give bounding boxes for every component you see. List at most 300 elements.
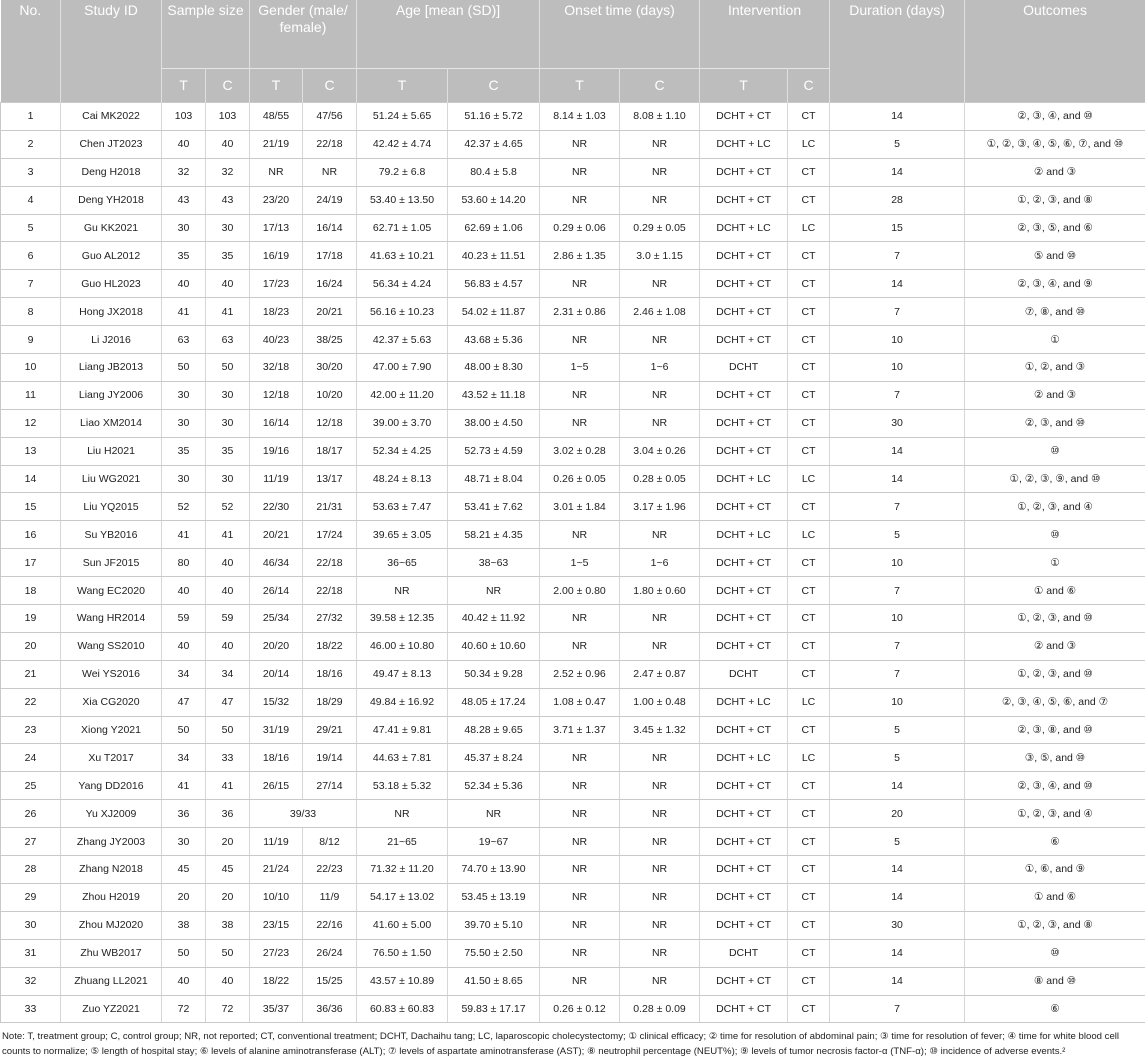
cell-onset-c: NR bbox=[620, 883, 700, 911]
cell-gender-c: 47/56 bbox=[303, 103, 357, 131]
cell-age-t: 42.37 ± 5.63 bbox=[357, 326, 448, 354]
cell-sample-t: 52 bbox=[162, 493, 206, 521]
cell-no: 26 bbox=[1, 800, 61, 828]
cell-age-t: 44.63 ± 7.81 bbox=[357, 744, 448, 772]
cell-study-id: Yang DD2016 bbox=[61, 772, 162, 800]
cell-age-c: 75.50 ± 2.50 bbox=[448, 939, 540, 967]
cell-sample-c: 41 bbox=[206, 521, 250, 549]
header-outcomes: Outcomes bbox=[965, 0, 1145, 103]
cell-intervention-t: DCHT bbox=[700, 660, 788, 688]
cell-onset-c: NR bbox=[620, 381, 700, 409]
table-row bbox=[1, 465, 1145, 493]
cell-onset-c: NR bbox=[620, 521, 700, 549]
cell-no: 8 bbox=[1, 298, 61, 326]
cell-age-t: 39.00 ± 3.70 bbox=[357, 409, 448, 437]
cell-gender-t: 32/18 bbox=[250, 354, 303, 382]
cell-duration: 14 bbox=[830, 967, 965, 995]
cell-no: 32 bbox=[1, 967, 61, 995]
cell-gender-t: 35/37 bbox=[250, 995, 303, 1023]
cell-gender-c: 16/24 bbox=[303, 270, 357, 298]
cell-gender-t: 25/34 bbox=[250, 605, 303, 633]
cell-intervention-t: DCHT + CT bbox=[700, 577, 788, 605]
cell-age-t: 62.71 ± 1.05 bbox=[357, 214, 448, 242]
cell-no: 29 bbox=[1, 883, 61, 911]
cell-onset-t: NR bbox=[540, 856, 620, 884]
cell-intervention-c: CT bbox=[788, 493, 830, 521]
cell-no: 7 bbox=[1, 270, 61, 298]
table-row bbox=[1, 605, 1145, 633]
cell-sample-c: 63 bbox=[206, 326, 250, 354]
cell-sample-c: 34 bbox=[206, 660, 250, 688]
cell-age-c: 48.05 ± 17.24 bbox=[448, 688, 540, 716]
cell-onset-t: NR bbox=[540, 800, 620, 828]
cell-gender-c: 22/16 bbox=[303, 911, 357, 939]
cell-age-t: 53.63 ± 7.47 bbox=[357, 493, 448, 521]
cell-study-id: Li J2016 bbox=[61, 326, 162, 354]
cell-study-id: Xia CG2020 bbox=[61, 688, 162, 716]
cell-sample-c: 103 bbox=[206, 103, 250, 131]
cell-intervention-c: CT bbox=[788, 967, 830, 995]
cell-no: 5 bbox=[1, 214, 61, 242]
cell-onset-c: 1~6 bbox=[620, 549, 700, 577]
cell-onset-t: NR bbox=[540, 186, 620, 214]
cell-onset-c: NR bbox=[620, 967, 700, 995]
table-row bbox=[1, 549, 1145, 577]
cell-study-id: Liao XM2014 bbox=[61, 409, 162, 437]
cell-gender-t: 16/14 bbox=[250, 409, 303, 437]
cell-outcomes: ① and ⑥ bbox=[965, 883, 1145, 911]
cell-outcomes: ② and ③ bbox=[965, 632, 1145, 660]
subheader-c: C bbox=[620, 69, 700, 103]
cell-study-id: Xiong Y2021 bbox=[61, 716, 162, 744]
cell-onset-t: 3.71 ± 1.37 bbox=[540, 716, 620, 744]
cell-outcomes: ②, ③, and ⑩ bbox=[965, 409, 1145, 437]
cell-sample-t: 35 bbox=[162, 242, 206, 270]
cell-no: 2 bbox=[1, 130, 61, 158]
cell-gender-c: 8/12 bbox=[303, 828, 357, 856]
cell-intervention-c: CT bbox=[788, 437, 830, 465]
cell-intervention-c: CT bbox=[788, 186, 830, 214]
cell-duration: 5 bbox=[830, 828, 965, 856]
cell-gender-c: 29/21 bbox=[303, 716, 357, 744]
cell-gender-c: 27/32 bbox=[303, 605, 357, 633]
cell-sample-t: 41 bbox=[162, 772, 206, 800]
header-gender: Gender (male/ female) bbox=[250, 0, 357, 69]
cell-age-t: 71.32 ± 11.20 bbox=[357, 856, 448, 884]
cell-duration: 10 bbox=[830, 354, 965, 382]
cell-no: 16 bbox=[1, 521, 61, 549]
cell-intervention-t: DCHT + LC bbox=[700, 465, 788, 493]
cell-intervention-c: CT bbox=[788, 270, 830, 298]
cell-gender-c: 22/18 bbox=[303, 130, 357, 158]
cell-gender-t: 16/19 bbox=[250, 242, 303, 270]
table-row bbox=[1, 911, 1145, 939]
cell-duration: 14 bbox=[830, 939, 965, 967]
cell-no: 27 bbox=[1, 828, 61, 856]
cell-sample-c: 47 bbox=[206, 688, 250, 716]
cell-intervention-t: DCHT + CT bbox=[700, 103, 788, 131]
cell-onset-t: NR bbox=[540, 158, 620, 186]
cell-outcomes: ⑧ and ⑩ bbox=[965, 967, 1145, 995]
cell-onset-c: 2.46 ± 1.08 bbox=[620, 298, 700, 326]
cell-sample-c: 30 bbox=[206, 214, 250, 242]
cell-onset-t: NR bbox=[540, 632, 620, 660]
cell-sample-c: 72 bbox=[206, 995, 250, 1023]
cell-sample-t: 50 bbox=[162, 716, 206, 744]
cell-intervention-c: CT bbox=[788, 660, 830, 688]
cell-gender-t: 46/34 bbox=[250, 549, 303, 577]
cell-study-id: Liang JB2013 bbox=[61, 354, 162, 382]
cell-sample-t: 41 bbox=[162, 298, 206, 326]
cell-onset-t: 3.01 ± 1.84 bbox=[540, 493, 620, 521]
cell-outcomes: ⑥ bbox=[965, 828, 1145, 856]
subheader-t: T bbox=[250, 69, 303, 103]
cell-intervention-t: DCHT + LC bbox=[700, 688, 788, 716]
cell-no: 21 bbox=[1, 660, 61, 688]
cell-intervention-c: LC bbox=[788, 214, 830, 242]
cell-age-t: 21~65 bbox=[357, 828, 448, 856]
cell-gender-c: 18/22 bbox=[303, 632, 357, 660]
table-footnote: Note: T, treatment group; C, control group; NR, not reported; CT, conventional treatment; DCHT, Dachaihu tang; LC, laparoscopic cholecystectomy; ① clinical efficacy; ② time for resolution of abdominal pain; ③ time for resolution of fever; ④ time for white blood cell counts to normalize; ⑤ length of hospital stay; ⑥ levels of alanine aminotransferase (ALT); ⑦ levels of aspartate aminotransferase (AST); ⑧ neutrophil percentage (NEUT%); ⑨ levels of tumor necrosis factor-α (TNF-α); ⑩ incidence of adverse events.² bbox=[0, 1023, 1145, 1059]
cell-onset-c: 0.29 ± 0.05 bbox=[620, 214, 700, 242]
cell-age-t: 52.34 ± 4.25 bbox=[357, 437, 448, 465]
cell-no: 19 bbox=[1, 605, 61, 633]
cell-duration: 15 bbox=[830, 214, 965, 242]
cell-onset-t: 0.26 ± 0.12 bbox=[540, 995, 620, 1023]
cell-sample-c: 30 bbox=[206, 409, 250, 437]
cell-duration: 5 bbox=[830, 744, 965, 772]
cell-gender-c: 27/14 bbox=[303, 772, 357, 800]
cell-age-t: 39.65 ± 3.05 bbox=[357, 521, 448, 549]
cell-onset-c: 3.0 ± 1.15 bbox=[620, 242, 700, 270]
cell-outcomes: ①, ②, and ③ bbox=[965, 354, 1145, 382]
cell-age-c: NR bbox=[448, 800, 540, 828]
cell-outcomes: ①, ⑥, and ⑨ bbox=[965, 856, 1145, 884]
cell-outcomes: ③, ⑤, and ⑩ bbox=[965, 744, 1145, 772]
cell-intervention-c: CT bbox=[788, 883, 830, 911]
cell-outcomes: ②, ③, ⑧, and ⑩ bbox=[965, 716, 1145, 744]
cell-duration: 5 bbox=[830, 716, 965, 744]
cell-sample-c: 52 bbox=[206, 493, 250, 521]
cell-intervention-c: LC bbox=[788, 130, 830, 158]
cell-intervention-t: DCHT bbox=[700, 354, 788, 382]
cell-sample-t: 59 bbox=[162, 605, 206, 633]
cell-study-id: Cai MK2022 bbox=[61, 103, 162, 131]
cell-age-t: 49.84 ± 16.92 bbox=[357, 688, 448, 716]
cell-onset-c: 1.80 ± 0.60 bbox=[620, 577, 700, 605]
cell-gender-t: 17/13 bbox=[250, 214, 303, 242]
table-row bbox=[1, 660, 1145, 688]
cell-onset-t: 2.31 ± 0.86 bbox=[540, 298, 620, 326]
cell-study-id: Yu XJ2009 bbox=[61, 800, 162, 828]
cell-sample-t: 72 bbox=[162, 995, 206, 1023]
cell-sample-t: 30 bbox=[162, 828, 206, 856]
cell-age-t: 53.18 ± 5.32 bbox=[357, 772, 448, 800]
cell-onset-c: NR bbox=[620, 270, 700, 298]
cell-gender-t: 20/20 bbox=[250, 632, 303, 660]
table-body bbox=[1, 103, 1145, 1023]
cell-duration: 14 bbox=[830, 437, 965, 465]
table-row bbox=[1, 744, 1145, 772]
cell-intervention-c: CT bbox=[788, 939, 830, 967]
cell-outcomes: ①, ②, ③, and ④ bbox=[965, 493, 1145, 521]
cell-duration: 10 bbox=[830, 688, 965, 716]
cell-gender-t: 11/19 bbox=[250, 465, 303, 493]
cell-age-c: 53.41 ± 7.62 bbox=[448, 493, 540, 521]
table-row bbox=[1, 409, 1145, 437]
cell-gender-t: 40/23 bbox=[250, 326, 303, 354]
cell-study-id: Gu KK2021 bbox=[61, 214, 162, 242]
cell-sample-c: 38 bbox=[206, 911, 250, 939]
cell-intervention-c: CT bbox=[788, 772, 830, 800]
cell-gender-c: 19/14 bbox=[303, 744, 357, 772]
cell-study-id: Deng YH2018 bbox=[61, 186, 162, 214]
cell-gender-c: 17/24 bbox=[303, 521, 357, 549]
cell-onset-c: NR bbox=[620, 772, 700, 800]
cell-intervention-t: DCHT + CT bbox=[700, 242, 788, 270]
cell-duration: 14 bbox=[830, 883, 965, 911]
cell-sample-t: 35 bbox=[162, 437, 206, 465]
cell-age-c: 50.34 ± 9.28 bbox=[448, 660, 540, 688]
table-row bbox=[1, 242, 1145, 270]
cell-no: 22 bbox=[1, 688, 61, 716]
cell-no: 30 bbox=[1, 911, 61, 939]
cell-gender-c: 10/20 bbox=[303, 381, 357, 409]
cell-no: 18 bbox=[1, 577, 61, 605]
cell-gender-t: 26/14 bbox=[250, 577, 303, 605]
table-row bbox=[1, 828, 1145, 856]
cell-intervention-t: DCHT + CT bbox=[700, 911, 788, 939]
cell-gender-t: 21/24 bbox=[250, 856, 303, 884]
table-row bbox=[1, 381, 1145, 409]
cell-no: 33 bbox=[1, 995, 61, 1023]
cell-age-t: 42.42 ± 4.74 bbox=[357, 130, 448, 158]
cell-sample-t: 50 bbox=[162, 939, 206, 967]
cell-intervention-t: DCHT + CT bbox=[700, 437, 788, 465]
cell-intervention-t: DCHT + CT bbox=[700, 493, 788, 521]
cell-sample-c: 41 bbox=[206, 772, 250, 800]
header-sample-size: Sample size bbox=[162, 0, 250, 69]
cell-no: 14 bbox=[1, 465, 61, 493]
subheader-c: C bbox=[448, 69, 540, 103]
cell-gender-c: 38/25 bbox=[303, 326, 357, 354]
cell-study-id: Zuo YZ2021 bbox=[61, 995, 162, 1023]
cell-sample-t: 34 bbox=[162, 660, 206, 688]
cell-age-c: 59.83 ± 17.17 bbox=[448, 995, 540, 1023]
cell-age-t: 76.50 ± 1.50 bbox=[357, 939, 448, 967]
cell-age-t: 43.57 ± 10.89 bbox=[357, 967, 448, 995]
cell-no: 20 bbox=[1, 632, 61, 660]
subheader-c: C bbox=[303, 69, 357, 103]
cell-sample-t: 30 bbox=[162, 465, 206, 493]
cell-sample-t: 43 bbox=[162, 186, 206, 214]
cell-intervention-t: DCHT + CT bbox=[700, 716, 788, 744]
cell-onset-t: 3.02 ± 0.28 bbox=[540, 437, 620, 465]
cell-no: 10 bbox=[1, 354, 61, 382]
cell-intervention-c: CT bbox=[788, 549, 830, 577]
cell-gender-t: 27/23 bbox=[250, 939, 303, 967]
cell-age-t: 46.00 ± 10.80 bbox=[357, 632, 448, 660]
cell-onset-t: NR bbox=[540, 270, 620, 298]
cell-gender-c: 36/36 bbox=[303, 995, 357, 1023]
cell-sample-c: 33 bbox=[206, 744, 250, 772]
cell-no: 24 bbox=[1, 744, 61, 772]
cell-age-c: 53.60 ± 14.20 bbox=[448, 186, 540, 214]
cell-onset-t: NR bbox=[540, 130, 620, 158]
cell-gender-t: 22/30 bbox=[250, 493, 303, 521]
cell-onset-c: NR bbox=[620, 130, 700, 158]
cell-onset-t: NR bbox=[540, 381, 620, 409]
cell-duration: 14 bbox=[830, 103, 965, 131]
header-onset-time: Onset time (days) bbox=[540, 0, 700, 69]
cell-sample-t: 32 bbox=[162, 158, 206, 186]
table-row bbox=[1, 716, 1145, 744]
cell-no: 15 bbox=[1, 493, 61, 521]
cell-age-c: 62.69 ± 1.06 bbox=[448, 214, 540, 242]
cell-age-t: 79.2 ± 6.8 bbox=[357, 158, 448, 186]
cell-no: 9 bbox=[1, 326, 61, 354]
cell-duration: 30 bbox=[830, 409, 965, 437]
cell-outcomes: ②, ③, ④, ⑤, ⑥, and ⑦ bbox=[965, 688, 1145, 716]
table-row bbox=[1, 298, 1145, 326]
cell-age-t: 51.24 ± 5.65 bbox=[357, 103, 448, 131]
table-row bbox=[1, 967, 1145, 995]
cell-gender-c: 22/18 bbox=[303, 577, 357, 605]
cell-duration: 7 bbox=[830, 242, 965, 270]
cell-no: 4 bbox=[1, 186, 61, 214]
cell-gender-t: 21/19 bbox=[250, 130, 303, 158]
cell-onset-t: NR bbox=[540, 409, 620, 437]
cell-age-t: 54.17 ± 13.02 bbox=[357, 883, 448, 911]
cell-onset-t: 0.29 ± 0.06 bbox=[540, 214, 620, 242]
table-row bbox=[1, 326, 1145, 354]
cell-gender-t: 17/23 bbox=[250, 270, 303, 298]
cell-sample-c: 50 bbox=[206, 716, 250, 744]
cell-onset-c: 3.45 ± 1.32 bbox=[620, 716, 700, 744]
cell-study-id: Zhu WB2017 bbox=[61, 939, 162, 967]
cell-duration: 5 bbox=[830, 130, 965, 158]
cell-onset-t: NR bbox=[540, 883, 620, 911]
cell-age-t: 41.60 ± 5.00 bbox=[357, 911, 448, 939]
cell-outcomes: ①, ②, ③, and ⑩ bbox=[965, 605, 1145, 633]
cell-onset-t: 1~5 bbox=[540, 549, 620, 577]
cell-no: 12 bbox=[1, 409, 61, 437]
cell-sample-c: 30 bbox=[206, 381, 250, 409]
cell-onset-c: 1~6 bbox=[620, 354, 700, 382]
cell-no: 1 bbox=[1, 103, 61, 131]
cell-study-id: Sun JF2015 bbox=[61, 549, 162, 577]
cell-intervention-c: CT bbox=[788, 632, 830, 660]
cell-sample-c: 40 bbox=[206, 632, 250, 660]
cell-study-id: Wei YS2016 bbox=[61, 660, 162, 688]
header-duration: Duration (days) bbox=[830, 0, 965, 103]
cell-gender-c: 20/21 bbox=[303, 298, 357, 326]
cell-sample-t: 40 bbox=[162, 632, 206, 660]
cell-outcomes: ①, ②, ③, ④, ⑤, ⑥, ⑦, and ⑩ bbox=[965, 130, 1145, 158]
cell-duration: 14 bbox=[830, 158, 965, 186]
cell-gender-t: 31/19 bbox=[250, 716, 303, 744]
cell-intervention-t: DCHT + CT bbox=[700, 270, 788, 298]
cell-age-c: 52.34 ± 5.36 bbox=[448, 772, 540, 800]
cell-duration: 7 bbox=[830, 577, 965, 605]
cell-sample-t: 38 bbox=[162, 911, 206, 939]
cell-duration: 7 bbox=[830, 493, 965, 521]
cell-duration: 10 bbox=[830, 605, 965, 633]
cell-sample-t: 47 bbox=[162, 688, 206, 716]
cell-sample-t: 45 bbox=[162, 856, 206, 884]
cell-sample-t: 20 bbox=[162, 883, 206, 911]
cell-intervention-t: DCHT + CT bbox=[700, 409, 788, 437]
cell-no: 6 bbox=[1, 242, 61, 270]
cell-outcomes: ②, ③, ④, and ⑩ bbox=[965, 772, 1145, 800]
cell-study-id: Guo HL2023 bbox=[61, 270, 162, 298]
cell-intervention-c: CT bbox=[788, 354, 830, 382]
table-row bbox=[1, 688, 1145, 716]
cell-sample-c: 20 bbox=[206, 828, 250, 856]
cell-duration: 7 bbox=[830, 660, 965, 688]
cell-sample-c: 59 bbox=[206, 605, 250, 633]
cell-gender-c: 18/16 bbox=[303, 660, 357, 688]
cell-onset-c: NR bbox=[620, 186, 700, 214]
cell-intervention-c: CT bbox=[788, 158, 830, 186]
cell-study-id: Chen JT2023 bbox=[61, 130, 162, 158]
cell-gender-c: 30/20 bbox=[303, 354, 357, 382]
cell-age-c: 38.00 ± 4.50 bbox=[448, 409, 540, 437]
cell-no: 11 bbox=[1, 381, 61, 409]
cell-intervention-t: DCHT + CT bbox=[700, 967, 788, 995]
cell-intervention-c: CT bbox=[788, 911, 830, 939]
header-age: Age [mean (SD)] bbox=[357, 0, 540, 69]
cell-duration: 14 bbox=[830, 772, 965, 800]
cell-outcomes: ⑦, ⑧, and ⑩ bbox=[965, 298, 1145, 326]
cell-duration: 14 bbox=[830, 270, 965, 298]
cell-intervention-t: DCHT + CT bbox=[700, 828, 788, 856]
cell-sample-c: 40 bbox=[206, 270, 250, 298]
cell-onset-c: NR bbox=[620, 800, 700, 828]
cell-sample-t: 40 bbox=[162, 270, 206, 298]
table-row bbox=[1, 521, 1145, 549]
cell-gender-t: 11/19 bbox=[250, 828, 303, 856]
cell-age-t: 48.24 ± 8.13 bbox=[357, 465, 448, 493]
cell-intervention-t: DCHT + CT bbox=[700, 772, 788, 800]
cell-age-t: 56.34 ± 4.24 bbox=[357, 270, 448, 298]
cell-no: 17 bbox=[1, 549, 61, 577]
cell-age-c: 40.42 ± 11.92 bbox=[448, 605, 540, 633]
cell-intervention-t: DCHT + LC bbox=[700, 130, 788, 158]
cell-outcomes: ⑤ and ⑩ bbox=[965, 242, 1145, 270]
cell-onset-c: NR bbox=[620, 856, 700, 884]
cell-gender-t: 18/22 bbox=[250, 967, 303, 995]
cell-outcomes: ① and ⑥ bbox=[965, 577, 1145, 605]
cell-gender-t: 15/32 bbox=[250, 688, 303, 716]
cell-study-id: Deng H2018 bbox=[61, 158, 162, 186]
cell-onset-c: 3.17 ± 1.96 bbox=[620, 493, 700, 521]
cell-sample-t: 41 bbox=[162, 521, 206, 549]
cell-study-id: Wang SS2010 bbox=[61, 632, 162, 660]
cell-onset-c: NR bbox=[620, 632, 700, 660]
cell-onset-t: NR bbox=[540, 326, 620, 354]
cell-intervention-c: CT bbox=[788, 800, 830, 828]
cell-sample-c: 40 bbox=[206, 130, 250, 158]
cell-intervention-c: LC bbox=[788, 688, 830, 716]
cell-onset-c: NR bbox=[620, 158, 700, 186]
cell-onset-t: 1.08 ± 0.47 bbox=[540, 688, 620, 716]
cell-outcomes: ① bbox=[965, 326, 1145, 354]
cell-sample-c: 20 bbox=[206, 883, 250, 911]
cell-sample-t: 30 bbox=[162, 381, 206, 409]
cell-study-id: Zhou MJ2020 bbox=[61, 911, 162, 939]
subheader-t: T bbox=[540, 69, 620, 103]
